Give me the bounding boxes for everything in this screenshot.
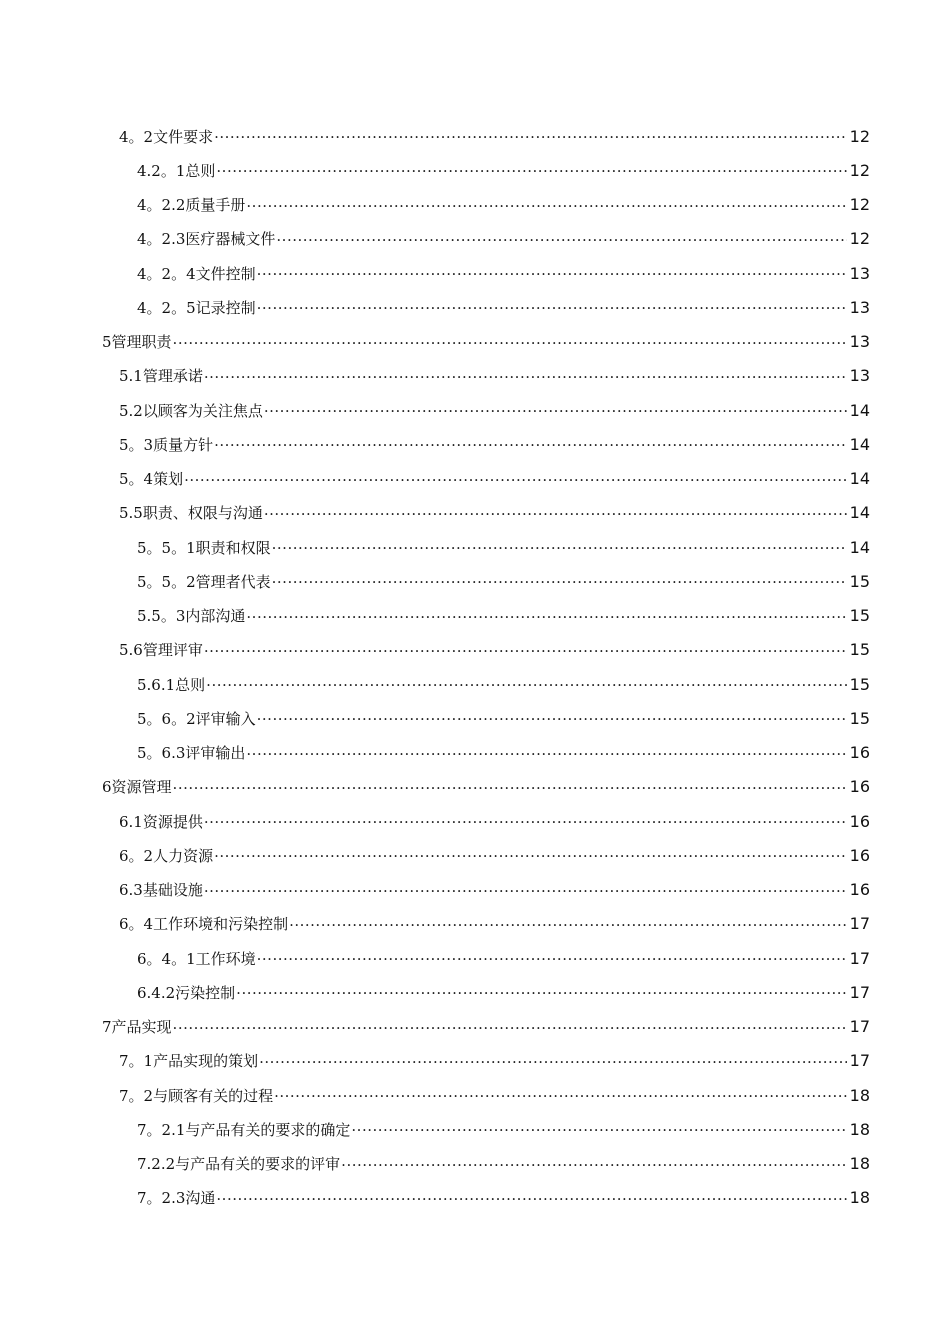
toc-dot-leader [351, 1117, 847, 1135]
toc-entry-title: 5。4策划 [119, 470, 184, 489]
toc-entry-title: 6。4。1工作环境 [137, 949, 256, 968]
toc-entry[interactable] [0, 599, 950, 633]
toc-page-number: 12 [849, 229, 870, 249]
toc-entry-title: 4。2.3医疗器械文件 [137, 230, 276, 249]
toc-page-number: 15 [849, 571, 870, 591]
toc-entry-title: 4。2。5记录控制 [137, 298, 256, 317]
toc-entry-title: 6.4.2污染控制 [137, 983, 236, 1002]
table-of-contents [0, 119, 950, 1215]
toc-entry[interactable] [0, 701, 950, 735]
toc-page-number: 16 [849, 811, 870, 831]
toc-entry[interactable] [0, 564, 950, 598]
toc-page-number: 18 [849, 1154, 870, 1174]
toc-page-number: 15 [849, 640, 870, 660]
toc-entry[interactable] [0, 290, 950, 324]
toc-dot-leader [264, 398, 847, 416]
toc-entry-title: 5.5。3内部沟通 [137, 607, 246, 626]
toc-entry[interactable] [0, 256, 950, 290]
toc-dot-leader [206, 672, 847, 690]
toc-page-number: 12 [849, 160, 870, 180]
toc-entry-title: 7。1产品实现的策划 [119, 1052, 259, 1071]
toc-dot-leader [204, 364, 847, 382]
toc-entry[interactable] [0, 873, 950, 907]
toc-dot-leader [259, 1049, 847, 1067]
toc-entry-title: 5。5。1职责和权限 [137, 538, 271, 557]
toc-entry-title: 5。6。2评审输入 [137, 709, 256, 728]
toc-entry-title: 5.6管理评审 [119, 641, 203, 660]
toc-entry[interactable] [0, 325, 950, 359]
toc-entry[interactable] [0, 633, 950, 667]
toc-page-number: 12 [849, 195, 870, 215]
toc-dot-leader [204, 878, 847, 896]
toc-dot-leader [204, 638, 847, 656]
toc-dot-leader [257, 261, 847, 279]
toc-page-number: 17 [849, 1017, 870, 1037]
toc-entry[interactable] [0, 188, 950, 222]
toc-page-number: 14 [849, 434, 870, 454]
toc-entry-title: 7。2.3沟通 [137, 1189, 216, 1208]
toc-dot-leader [173, 330, 847, 348]
toc-entry[interactable] [0, 119, 950, 153]
toc-page-number: 16 [849, 777, 870, 797]
toc-entry[interactable] [0, 393, 950, 427]
toc-dot-leader [257, 295, 847, 313]
toc-entry[interactable] [0, 427, 950, 461]
toc-entry[interactable] [0, 1010, 950, 1044]
toc-dot-leader [276, 227, 847, 245]
toc-dot-leader [173, 1015, 847, 1033]
toc-page-number: 17 [849, 914, 870, 934]
toc-dot-leader [246, 193, 847, 211]
toc-entry-title: 4。2.2质量手册 [137, 196, 246, 215]
toc-entry-title: 7.2.2与产品有关的要求的评审 [137, 1155, 341, 1174]
toc-entry-title: 6.3基础设施 [119, 881, 203, 900]
toc-entry-title: 5.1管理承诺 [119, 367, 203, 386]
toc-entry[interactable] [0, 941, 950, 975]
toc-entry-title: 5。5。2管理者代表 [137, 572, 271, 591]
toc-entry-title: 5。3质量方针 [119, 435, 214, 454]
toc-dot-leader [214, 432, 847, 450]
toc-page-number: 15 [849, 708, 870, 728]
toc-dot-leader [274, 1083, 847, 1101]
toc-dot-leader [216, 158, 847, 176]
toc-dot-leader [272, 535, 847, 553]
toc-entry[interactable] [0, 1112, 950, 1146]
toc-entry[interactable] [0, 770, 950, 804]
toc-entry[interactable] [0, 462, 950, 496]
toc-dot-leader [184, 467, 847, 485]
toc-entry-title: 5.5职责、权限与沟通 [119, 504, 263, 523]
toc-page-number: 18 [849, 1085, 870, 1105]
toc-dot-leader [341, 1152, 847, 1170]
toc-entry-title: 4.2。1总则 [137, 161, 216, 180]
toc-page-number: 13 [849, 297, 870, 317]
toc-entry[interactable] [0, 1078, 950, 1112]
toc-entry-title: 6资源管理 [102, 778, 172, 797]
toc-entry[interactable] [0, 359, 950, 393]
toc-entry-title: 5.6.1总则 [137, 675, 206, 694]
toc-page-number: 14 [849, 503, 870, 523]
toc-entry[interactable] [0, 1147, 950, 1181]
toc-page-number: 17 [849, 1051, 870, 1071]
toc-entry-title: 6。2人力资源 [119, 846, 214, 865]
toc-dot-leader [214, 843, 847, 861]
toc-page-number: 16 [849, 880, 870, 900]
toc-entry[interactable] [0, 496, 950, 530]
toc-dot-leader [264, 501, 847, 519]
toc-entry[interactable] [0, 736, 950, 770]
toc-entry[interactable] [0, 1181, 950, 1215]
toc-page-number: 17 [849, 948, 870, 968]
toc-dot-leader [272, 569, 847, 587]
toc-page-number: 13 [849, 263, 870, 283]
toc-page-number: 14 [849, 400, 870, 420]
toc-entry-title: 5管理职责 [102, 333, 172, 352]
toc-entry[interactable] [0, 530, 950, 564]
toc-page-number: 14 [849, 537, 870, 557]
toc-entry-title: 4。2文件要求 [119, 127, 214, 146]
toc-entry[interactable] [0, 804, 950, 838]
toc-dot-leader [216, 1186, 847, 1204]
toc-page-number: 15 [849, 606, 870, 626]
toc-page-number: 16 [849, 845, 870, 865]
toc-entry-title: 4。2。4文件控制 [137, 264, 256, 283]
toc-entry[interactable] [0, 222, 950, 256]
toc-entry[interactable] [0, 907, 950, 941]
toc-entry-title: 6。4工作环境和污染控制 [119, 915, 289, 934]
toc-dot-leader [173, 775, 847, 793]
toc-page-number: 12 [849, 126, 870, 146]
toc-dot-leader [246, 741, 847, 759]
toc-entry[interactable] [0, 667, 950, 701]
toc-page-number: 15 [849, 674, 870, 694]
toc-entry[interactable] [0, 1044, 950, 1078]
toc-page-number: 13 [849, 366, 870, 386]
toc-dot-leader [236, 980, 847, 998]
toc-dot-leader [257, 706, 847, 724]
toc-entry[interactable] [0, 838, 950, 872]
toc-page-number: 18 [849, 1188, 870, 1208]
toc-dot-leader [214, 124, 847, 142]
toc-dot-leader [289, 912, 847, 930]
toc-page-number: 17 [849, 982, 870, 1002]
toc-dot-leader [257, 946, 847, 964]
toc-dot-leader [246, 604, 847, 622]
toc-page-number: 13 [849, 332, 870, 352]
toc-entry[interactable] [0, 153, 950, 187]
toc-entry-title: 5.2以顾客为关注焦点 [119, 401, 263, 420]
toc-page-number: 18 [849, 1119, 870, 1139]
toc-entry-title: 7。2与顾客有关的过程 [119, 1086, 274, 1105]
toc-entry[interactable] [0, 975, 950, 1009]
toc-entry-title: 7。2.1与产品有关的要求的确定 [137, 1120, 351, 1139]
toc-entry-title: 6.1资源提供 [119, 812, 203, 831]
toc-page-number: 14 [849, 469, 870, 489]
toc-dot-leader [204, 809, 847, 827]
toc-page-number: 16 [849, 743, 870, 763]
toc-entry-title: 5。6.3评审输出 [137, 744, 246, 763]
toc-entry-title: 7产品实现 [102, 1018, 172, 1037]
